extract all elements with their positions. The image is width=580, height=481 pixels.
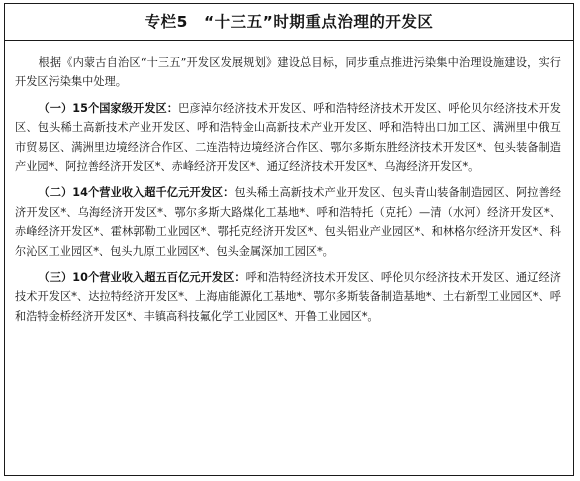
box-content — [15, 53, 561, 326]
section-heading: （三）10个营业收入超五百亿元开发区： — [38, 271, 246, 285]
section-national-zones — [15, 99, 561, 177]
section-heading: （二）14个营业收入超千亿元开发区： — [38, 186, 235, 200]
section-five-hundred-billion-zones — [15, 268, 561, 326]
section-body: 包头稀土高新技术产业开发区、包头青山装备制造园区、阿拉善经济开发区*、乌海经济开发区*、鄂尔多斯大路煤化工基地*、呼和浩特托（克托）—清（水河）经济开发区*、赤峰经济开发区*、霍林郭勒工业园区*、鄂托克经济开发区*、包头铝业产业园区*、和林格尔经济开发区*、科尔沁区工业园区*、包头九原工业园区*、包头金属深加工园区*。 — [15, 186, 561, 258]
section-thousand-billion-zones — [15, 183, 561, 261]
intro-paragraph: 根据《内蒙古自治区“十三五”开发区发展规划》建设总目标，同步重点推进污染集中治理设施建设，实行开发区污染集中处理。 — [15, 56, 561, 89]
box-title: 专栏5 “十三五”时期重点治理的开发区 — [5, 4, 573, 41]
feature-box — [4, 3, 574, 476]
section-body: 呼和浩特经济技术开发区、呼伦贝尔经济技术开发区、通辽经济技术开发区*、达拉特经济开发区*、上海庙能源化工基地*、鄂尔多斯装备制造基地*、土右新型工业园区*、呼和浩特金桥经济开发区*、丰镇高科技氟化学工业园区*、开鲁工业园区*。 — [15, 271, 561, 323]
section-heading: （一）15个国家级开发区： — [38, 101, 179, 115]
section-body: 巴彦淖尔经济技术开发区、呼和浩特经济技术开发区、呼伦贝尔经济技术开发区、包头稀土高新技术产业开发区、呼和浩特金山高新技术产业开发区、呼和浩特出口加工区、满洲里中俄互市贸易区、满洲里边境经济合作区、二连浩特边境经济合作区、鄂尔多斯东胜经济技术开发区*、包头装备制造产业园*、阿拉善经济开发区*、赤峰经济开发区*、通辽经济技术开发区*、乌海经济开发区*。 — [15, 101, 561, 174]
